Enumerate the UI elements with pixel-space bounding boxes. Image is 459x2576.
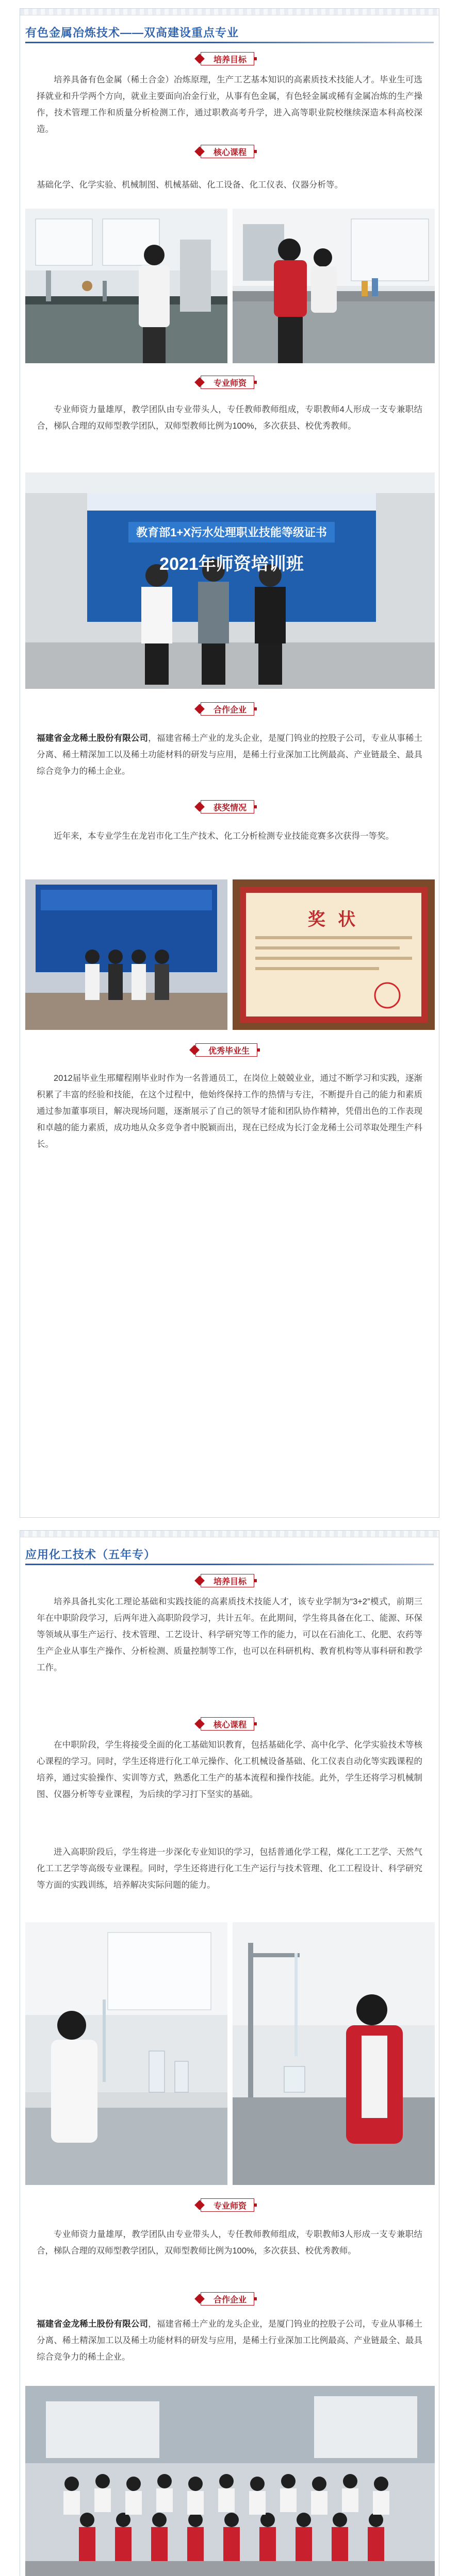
training-photo-illustration bbox=[25, 472, 435, 689]
tag-partner: 合作企业 bbox=[201, 701, 254, 717]
course-paragraph-1: 在中职阶段，学生将接受全面的化工基础知识教育，包括基础化学、高中化学、化学实验技术等核心课程的学习。同时，学生还将进行化工单元操作、化工机械设备基础、化工仪表自动化等实践课程的培养，通过实验操作、实训等方式，熟悉化工生产的基本流程和操作技能。此外，学生还将学习机械制图、仪器分析等专业课程，为后续的学习打下坚实的基础。 bbox=[37, 1740, 422, 1799]
goal-paragraph: 培养具备扎实化工理论基础和实践技能的高素质技术技能人才，该专业学制为“3+2”模式，前期三年在中职阶段学习，后两年进入高职阶段学习，共计五年。在此期间，学生将具备在化工、能源、环保等领域从事生产运行、技术管理、工艺设计、科学研究等工作的能力，可以在石油化工、化肥、农药等生产企业从事生产操作、分析检测、质量控制等工作，也可以在科研机构、教育机构等从事科研和教学工作。 bbox=[37, 1597, 422, 1672]
goal-paragraph: 培养具备有色金属（稀土合金）冶炼原理，生产工艺基本知识的高素质技术技能人才。毕业生可选择就业和升学两个方向，就业主要面向冶金行业，从事有色金属，有色轻金属或稀有金属冶炼的生产操作，技术管理工作和质量分析检测工作，通过职教高考升学，进入高等职业院校继续深造本科高校深造。 bbox=[37, 75, 422, 134]
tag-partner: 合作企业 bbox=[201, 2291, 254, 2307]
tag-core-courses: 核心课程 bbox=[201, 1716, 254, 1732]
lab-photo-illustration bbox=[233, 1922, 435, 2185]
course-paragraph-2: 进入高职阶段后，学生将进一步深化专业知识的学习，包括普通化学工程，煤化工工艺学、天然气化工工艺学等高级专业课程。同时，学生还将进行化工生产运行与技术管理、化工工程设计、科学研究等方面的实践训练，培养解决实际问题的能力。 bbox=[37, 1848, 422, 1890]
certificate-illustration bbox=[233, 879, 435, 1030]
section-title-rule bbox=[25, 1564, 434, 1565]
certificate-title: 奖 状 bbox=[307, 910, 360, 929]
partner-name: 福建省金龙稀土股份有限公司 bbox=[37, 2319, 149, 2329]
photo-lab-pipette bbox=[25, 1922, 227, 2185]
lab-photo-illustration bbox=[25, 209, 227, 363]
course-paragraph: 基础化学、化学实验、机械制图、机械基础、化工设备、化工仪表、仪器分析等。 bbox=[37, 180, 343, 190]
lab-photo-illustration bbox=[233, 209, 435, 363]
photo-lab-student-1 bbox=[25, 209, 227, 363]
training-subtitle-text: 2021年师资培训班 bbox=[159, 554, 304, 574]
tag-alumni: 优秀毕业生 bbox=[195, 1042, 257, 1058]
panel-top-border bbox=[20, 1531, 439, 1537]
tag-goal: 培养目标 bbox=[201, 1573, 254, 1588]
section-title: 应用化工技术（五年专） bbox=[25, 1548, 156, 1561]
section-title-rule bbox=[25, 42, 434, 43]
section-title: 有色金属冶炼技术——双高建设重点专业 bbox=[25, 26, 239, 39]
tag-core-courses: 核心课程 bbox=[201, 144, 254, 159]
teacher-paragraph: 专业师资力量雄厚，教学团队由专业带头人，专任教师教师组成，专职教师3人形成一支专兼职结合，梯队合理的双师型教学团队，双师型教师比例为100%，多次获县、校优秀教师。 bbox=[37, 2230, 422, 2256]
major-panel-applied-chemistry bbox=[20, 1530, 439, 2576]
award-paragraph: 近年来，本专业学生在龙岩市化工生产技术、化工分析检测专业技能竞赛多次获得一等奖。 bbox=[54, 832, 394, 841]
photo-group-company-visit bbox=[25, 2386, 435, 2576]
partner-paragraph bbox=[37, 2316, 422, 2365]
partner-desc: ，福建省稀土产业的龙头企业，是厦门钨业的控股子公司，专业从事稀土分离、稀土精深加工以及稀土功能材料的研发与应用，是稀土行业深加工比例最高、产业链最全、最具综合竞争力的稀土企业。 bbox=[37, 2319, 422, 2362]
partner-desc: ，福建省稀土产业的龙头企业，是厦门钨业的控股子公司，专业从事稀土分离、稀土精深加工以及稀土功能材料的研发与应用，是稀土行业深加工比例最高、产业链最全、最具综合竞争力的稀土企业。 bbox=[37, 734, 422, 776]
lab-photo-illustration bbox=[25, 1922, 227, 2185]
alumni-paragraph: 2012届毕业生邢耀程刚毕业时作为一名普通员工，在岗位上兢兢业业，通过不断学习和实践，逐渐积累了丰富的经验和技能，在这个过程中，他始终保持工作的热情与专注，不断提升自己的能力和素质通过参加董事项目，解决现场问题，逐渐展示了自己的领导才能和团队协作精神，凭借出色的工作表现和卓越的能力素质，成功地从众多竞争者中脱颖而出，现在已经成为长汀金龙稀土公司萃取处理生产科长。 bbox=[37, 1074, 422, 1149]
group-photo-illustration bbox=[25, 2386, 435, 2576]
photo-lab-student-2 bbox=[233, 209, 435, 363]
photo-lab-burette bbox=[233, 1922, 435, 2185]
partner-name: 福建省金龙稀土股份有限公司 bbox=[37, 734, 149, 743]
photo-award-ceremony bbox=[25, 879, 227, 1030]
tag-goal: 培养目标 bbox=[201, 51, 254, 66]
major-panel-metallurgy bbox=[20, 8, 439, 1518]
training-banner-text: 教育部1+X污水处理职业技能等级证书 bbox=[136, 526, 327, 539]
panel-top-border bbox=[20, 9, 439, 15]
photo-award-certificate bbox=[233, 879, 435, 1030]
tag-teachers: 专业师资 bbox=[201, 375, 254, 390]
partner-paragraph bbox=[37, 730, 422, 779]
tag-teachers: 专业师资 bbox=[201, 2197, 254, 2213]
tag-awards: 获奖情况 bbox=[201, 799, 254, 815]
photo-teacher-training bbox=[25, 472, 435, 689]
award-photo-illustration bbox=[25, 879, 227, 1030]
teacher-paragraph: 专业师资力量雄厚，教学团队由专业带头人，专任教师教师组成，专职教师4人形成一支专兼职结合，梯队合理的双师型教学团队，双师型教师比例为100%，多次获县、校优秀教师。 bbox=[37, 405, 422, 431]
